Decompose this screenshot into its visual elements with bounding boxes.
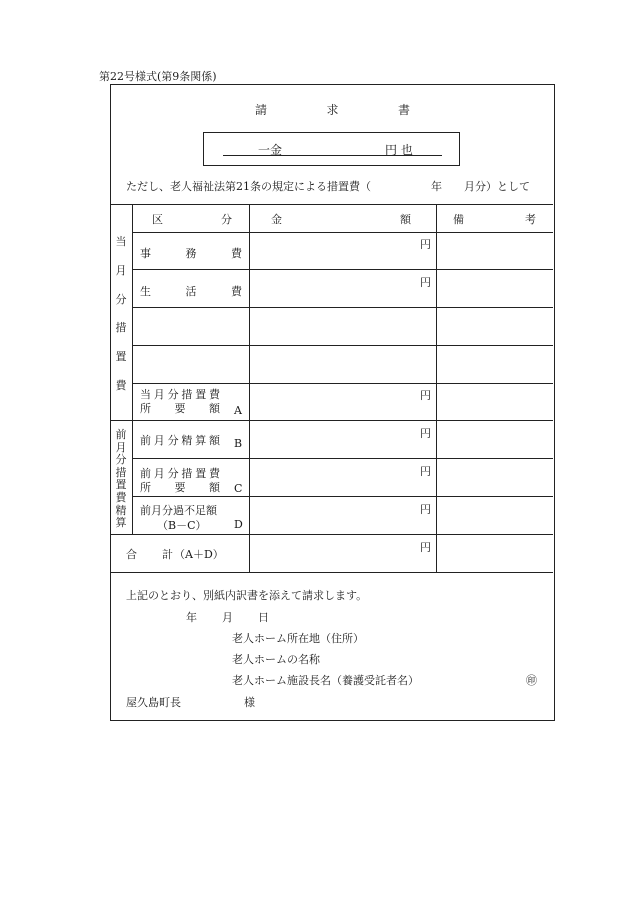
date-month: 月 — [222, 611, 233, 624]
label-char: 精 — [115, 503, 127, 517]
amount-prefix: 一金 — [258, 143, 283, 157]
yen-unit: 円 — [420, 503, 431, 516]
purpose-text: ただし、老人福祉法第21条の規定による措置費（ — [126, 180, 371, 193]
row-char: 措 — [181, 388, 193, 401]
purpose-year: 年 — [431, 180, 442, 193]
header-char: 備 — [453, 213, 464, 226]
total-formula: （A＋D） — [174, 548, 224, 561]
header-kubun — [152, 211, 232, 227]
row-char: 費 — [231, 285, 242, 298]
label-char: 置 — [115, 478, 127, 492]
label-char: 置 — [115, 350, 127, 364]
yen-unit: 円 — [420, 541, 431, 554]
row-char: 額 — [209, 402, 220, 415]
row-char: 務 — [185, 247, 197, 260]
row-char: 前 — [140, 434, 151, 447]
label-char: 分 — [115, 292, 127, 306]
title-char: 書 — [397, 103, 410, 117]
yen-unit: 円 — [420, 389, 431, 402]
row-char: 費 — [231, 247, 242, 260]
row-char: 月 — [153, 388, 165, 401]
label-char: 前 — [115, 428, 127, 441]
row-char: 精 — [181, 434, 193, 447]
row-char: 生 — [140, 285, 151, 298]
director-name-label: 老人ホーム施設長名（養護受託者名） — [232, 674, 419, 687]
recipient-honorific: 様 — [244, 696, 255, 709]
label-char: 費 — [115, 378, 127, 392]
row-c-mark: C — [234, 482, 243, 495]
amount-box — [203, 132, 460, 166]
header-kingaku — [271, 211, 411, 227]
purpose-month: 月分）として — [464, 180, 530, 193]
label-char: 費 — [115, 490, 127, 504]
label-char: 月 — [115, 440, 127, 454]
label-char: 分 — [115, 453, 127, 467]
yen-unit: 円 — [420, 427, 431, 440]
row-label-jimuhi — [140, 245, 242, 261]
row-char: 算 — [195, 434, 207, 447]
row-char: 要 — [174, 402, 186, 415]
row-d-mark: D — [234, 518, 243, 531]
label-char: 月 — [115, 263, 127, 277]
total-char-1: 合 — [126, 548, 137, 561]
address-label: 老人ホーム所在地（住所） — [232, 632, 364, 645]
header-char: 分 — [221, 213, 232, 226]
facility-name-label: 老人ホームの名称 — [232, 653, 320, 666]
row-char: 活 — [185, 285, 197, 298]
row-char: 費 — [208, 388, 220, 401]
label-char: 当 — [115, 235, 127, 248]
form-number: 第22号様式(第9条関係) — [99, 70, 217, 83]
yen-unit: 円 — [420, 465, 431, 478]
current-month-label — [114, 233, 128, 393]
header-char: 金 — [271, 213, 282, 226]
row-char: 月 — [153, 467, 165, 480]
header-char: 額 — [400, 213, 411, 226]
recipient-name: 屋久島町長 — [126, 696, 181, 709]
label-char: 措 — [115, 465, 127, 479]
row-d-line1: 前月分過不足額 — [140, 504, 217, 517]
yen-unit: 円 — [420, 276, 431, 289]
row-char: 額 — [209, 481, 220, 494]
row-a-line2 — [140, 400, 220, 416]
header-char: 区 — [152, 213, 163, 226]
document-title — [255, 101, 410, 118]
row-char: 当 — [140, 388, 151, 401]
row-char: 前 — [140, 467, 151, 480]
row-char: 分 — [167, 467, 179, 480]
total-char-2: 計 — [162, 548, 173, 561]
row-char: 月 — [153, 434, 165, 447]
statement-text: 上記のとおり、別紙内訳書を添えて請求します。 — [126, 589, 368, 602]
yen-unit: 円 — [420, 238, 431, 251]
seal-mark: ㊞ — [526, 674, 537, 687]
title-char: 請 — [255, 103, 268, 117]
row-b-line1 — [140, 432, 220, 448]
label-char: 措 — [115, 321, 127, 335]
row-c-line2 — [140, 479, 220, 495]
amount-suffix: 円 也 — [385, 143, 413, 157]
row-char: 置 — [195, 388, 207, 401]
header-char: 考 — [525, 213, 536, 226]
row-char: 分 — [167, 388, 179, 401]
date-year: 年 — [186, 611, 197, 624]
row-d-line2: （B－C） — [157, 519, 207, 532]
row-char: 所 — [140, 481, 151, 494]
label-char: 算 — [115, 516, 127, 530]
prev-month-label — [114, 429, 128, 530]
row-char: 費 — [208, 467, 220, 480]
title-char: 求 — [326, 103, 339, 117]
row-label-seikatsuhi — [140, 283, 242, 299]
row-char: 額 — [208, 434, 220, 447]
row-char: 分 — [167, 434, 179, 447]
date-day: 日 — [258, 611, 269, 624]
row-char: 要 — [174, 481, 186, 494]
row-char: 所 — [140, 402, 151, 415]
row-b-mark: B — [234, 437, 243, 450]
row-char: 置 — [195, 467, 207, 480]
row-char: 措 — [181, 467, 193, 480]
row-a-mark: A — [234, 404, 242, 417]
row-char: 事 — [140, 247, 151, 260]
header-biko — [453, 211, 536, 227]
